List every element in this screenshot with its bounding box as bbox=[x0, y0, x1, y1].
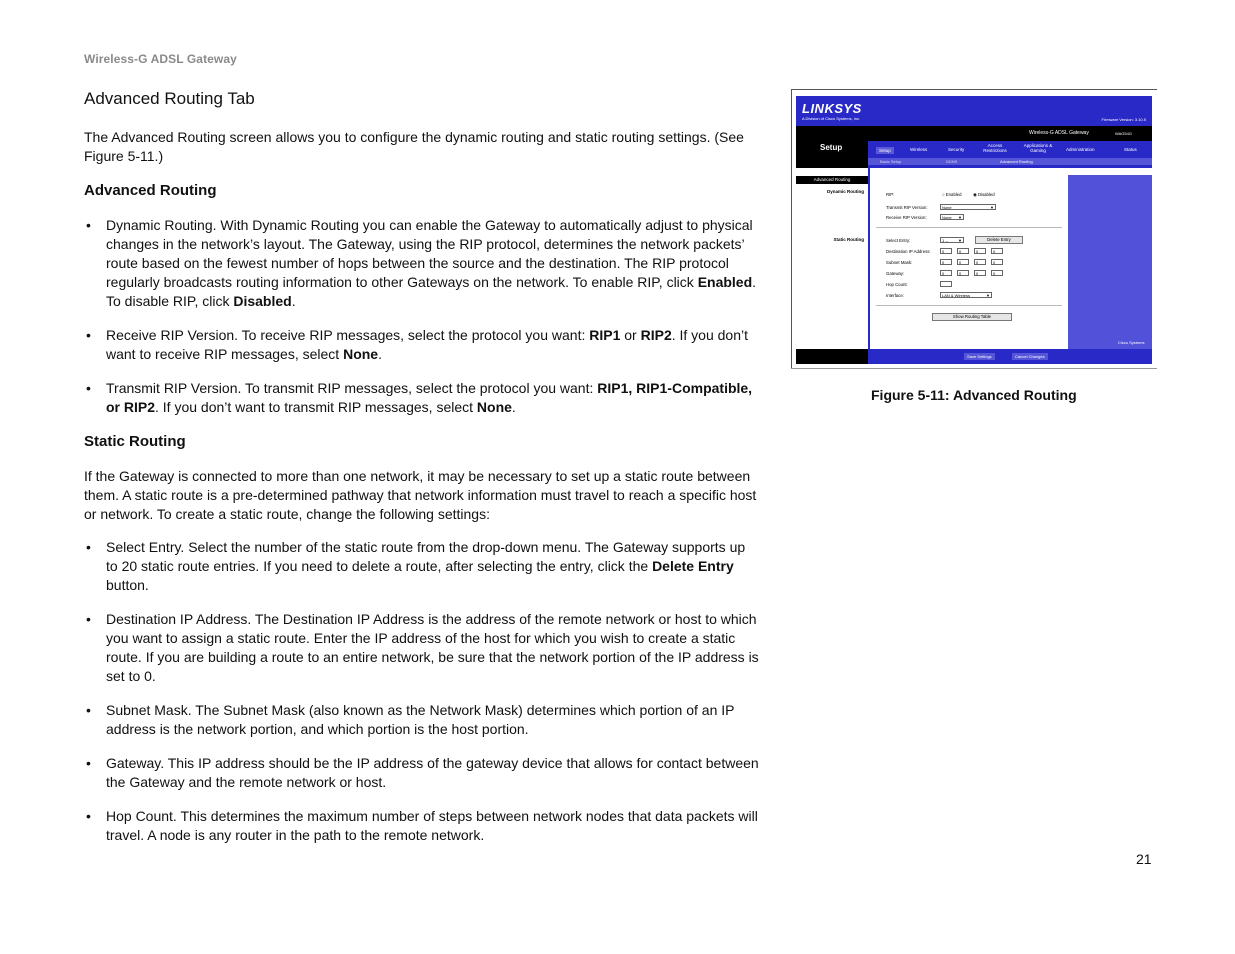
gateway-octet-field[interactable]: 0 bbox=[940, 270, 952, 276]
right-panel bbox=[1068, 175, 1152, 349]
tab-setup[interactable]: Setup bbox=[876, 147, 894, 154]
list-item: • Gateway. This IP address should be the IP address of the gateway device that allows for contact between the Gateway and the remote network or host. bbox=[84, 754, 760, 792]
static-routing-list bbox=[84, 538, 760, 845]
list-item: • Receive RIP Version. To receive RIP messages, select the protocol you want: RIP1 or RIP2. If you don’t want to receive RIP messages, select None. bbox=[84, 326, 760, 364]
tab-access-restrictions[interactable]: Access Restrictions bbox=[983, 143, 1007, 153]
mask-octet-field[interactable]: 0 bbox=[974, 259, 986, 265]
show-routing-table-button[interactable]: Show Routing Table bbox=[932, 313, 1012, 321]
static-routing-label: Static Routing bbox=[833, 237, 864, 242]
linksys-logo: LINKSYS bbox=[802, 101, 862, 116]
delete-entry-button[interactable]: Delete Entry bbox=[975, 236, 1023, 244]
section-title: Advanced Routing Tab bbox=[84, 89, 255, 108]
main-column bbox=[84, 88, 760, 860]
running-header: Wireless-G ADSL Gateway bbox=[84, 52, 237, 66]
cisco-logo: Cisco Systems bbox=[1118, 340, 1145, 345]
figure-screenshot bbox=[791, 89, 1157, 369]
list-item: • Hop Count. This determines the maximum number of steps between network nodes that data packets will travel. A node is any router in the path to the remote network. bbox=[84, 807, 760, 845]
list-item: • Subnet Mask. The Subnet Mask (also known as the Network Mask) determines which portion of an IP address is the network portion, and which portion is the host portion. bbox=[84, 701, 760, 739]
list-item: • Destination IP Address. The Destination IP Address is the address of the remote network or host to which you want to assign a static route. Enter the IP address of the host for which you wish to create a static route. If you are building a route to an entire network, be sure that the network portion of the IP address is set to 0. bbox=[84, 610, 760, 686]
divider bbox=[876, 227, 1062, 228]
receive-rip-select[interactable]: None ▼ bbox=[942, 215, 962, 220]
interface-select[interactable]: LAN & Wireless ▼ bbox=[942, 293, 990, 298]
gateway-octet-field[interactable]: 0 bbox=[957, 270, 969, 276]
chevron-down-icon: ▼ bbox=[986, 293, 990, 298]
static-routing-heading: Static Routing bbox=[84, 433, 186, 450]
mask-octet-field[interactable]: 0 bbox=[940, 259, 952, 265]
mask-octet-field[interactable]: 0 bbox=[957, 259, 969, 265]
gateway-octet-field[interactable]: 0 bbox=[974, 270, 986, 276]
receive-rip-label: Receive RIP Version: bbox=[886, 215, 927, 220]
transmit-rip-select[interactable]: None ▼ bbox=[942, 205, 994, 210]
destination-ip-label: Destination IP Address: bbox=[886, 249, 931, 254]
tab-administration[interactable]: Administration bbox=[1066, 147, 1095, 152]
mask-octet-field[interactable]: 0 bbox=[991, 259, 1003, 265]
figure-frame-left bbox=[791, 89, 792, 369]
tab-security[interactable]: Security bbox=[948, 147, 965, 152]
list-item: • Dynamic Routing. With Dynamic Routing you can enable the Gateway to automatically adjust to physical changes in the network’s layout. The Gateway, using the RIP protocol, determines the network packets’ route based on the fewest number of hops between the source and the destination. The RIP protocol regularly broadcasts routing information to other Gateways on the network. To enable RIP, click Enabled. To disable RIP, click Disabled. bbox=[84, 216, 760, 311]
hop-count-field[interactable] bbox=[940, 281, 952, 287]
footer-left bbox=[796, 349, 868, 364]
figure-caption: Figure 5-11: Advanced Routing bbox=[871, 387, 1077, 403]
brand-subtitle: A Division of Cisco Systems, Inc. bbox=[802, 116, 861, 121]
left-panel bbox=[796, 168, 868, 349]
panel-divider bbox=[868, 168, 870, 349]
tab-applications-gaming[interactable]: Applications & Gaming bbox=[1023, 143, 1053, 153]
static-routing-intro: If the Gateway is connected to more than one network, it may be necessary to set up a static route between them. A static route is a pre-determined pathway that network information must travel to reach a specific host or network. To create a static route, change the following settings: bbox=[84, 468, 757, 522]
product-name: Wireless-G ADSL Gateway bbox=[1029, 130, 1089, 136]
section-intro: The Advanced Routing screen allows you to configure the dynamic routing and static routing settings. (See Figure 5-11.) bbox=[84, 129, 744, 164]
hop-count-label: Hop Count: bbox=[886, 282, 908, 287]
gateway-octet-field[interactable]: 0 bbox=[991, 270, 1003, 276]
chevron-down-icon: ▼ bbox=[990, 205, 994, 210]
sub-tabs bbox=[868, 158, 1152, 165]
advanced-routing-label: Advanced Routing bbox=[796, 176, 868, 184]
select-entry-select[interactable]: 1 -- ▼ bbox=[942, 238, 962, 243]
product-bar bbox=[868, 126, 1152, 141]
advanced-routing-list bbox=[84, 216, 760, 417]
brand-bar bbox=[796, 96, 1152, 126]
setup-title: Setup bbox=[820, 143, 843, 152]
subtab-ddns[interactable]: DDNS bbox=[946, 159, 958, 164]
page-number: 21 bbox=[1136, 851, 1152, 867]
setup-block bbox=[796, 126, 868, 168]
router-ui bbox=[796, 96, 1152, 364]
ip-octet-field[interactable]: 0 bbox=[957, 248, 969, 254]
subtab-advanced-routing[interactable]: Advanced Routing bbox=[1000, 159, 1033, 164]
rip-label: RIP: bbox=[886, 192, 895, 197]
chevron-down-icon: ▼ bbox=[958, 215, 962, 220]
figure-frame-bottom bbox=[791, 368, 1157, 369]
dynamic-routing-label: Dynamic Routing bbox=[826, 189, 864, 194]
tab-status[interactable]: Status bbox=[1124, 147, 1137, 152]
ip-octet-field[interactable]: 0 bbox=[991, 248, 1003, 254]
transmit-rip-label: Transmit RIP Version: bbox=[886, 205, 928, 210]
interface-label: Interface: bbox=[886, 293, 904, 298]
firmware-version: Firmware Version: 3.10.5 bbox=[1101, 117, 1146, 122]
ip-octet-field[interactable]: 0 bbox=[974, 248, 986, 254]
subtab-basic-setup[interactable]: Basic Setup bbox=[880, 159, 902, 164]
footer-bar bbox=[868, 349, 1152, 364]
figure-frame-top bbox=[791, 89, 1157, 90]
cancel-changes-button[interactable]: Cancel Changes bbox=[1012, 353, 1048, 360]
advanced-routing-heading: Advanced Routing bbox=[84, 182, 217, 199]
chevron-down-icon: ▼ bbox=[958, 238, 962, 243]
model-name: WAG54G bbox=[1115, 131, 1132, 136]
divider bbox=[876, 305, 1062, 306]
rip-enabled-radio[interactable]: ○ Enabled bbox=[942, 192, 962, 197]
list-item: • Transmit RIP Version. To transmit RIP messages, select the protocol you want: RIP1, RIP1-Compatible, or RIP2. If you don’t want to transmit RIP messages, select None. bbox=[84, 379, 760, 417]
save-settings-button[interactable]: Save Settings bbox=[964, 353, 995, 360]
gateway-label: Gateway: bbox=[886, 271, 905, 276]
rip-disabled-radio[interactable]: ◉ Disabled bbox=[973, 192, 995, 197]
subnet-mask-label: Subnet Mask: bbox=[886, 260, 913, 265]
ip-octet-field[interactable]: 0 bbox=[940, 248, 952, 254]
list-item: • Select Entry. Select the number of the static route from the drop-down menu. The Gateway supports up to 20 static route entries. If you need to delete a route, after selecting the entry, click the Delete Entry button. bbox=[84, 538, 760, 595]
select-entry-label: Select Entry: bbox=[886, 238, 911, 243]
tab-wireless[interactable]: Wireless bbox=[910, 147, 928, 152]
